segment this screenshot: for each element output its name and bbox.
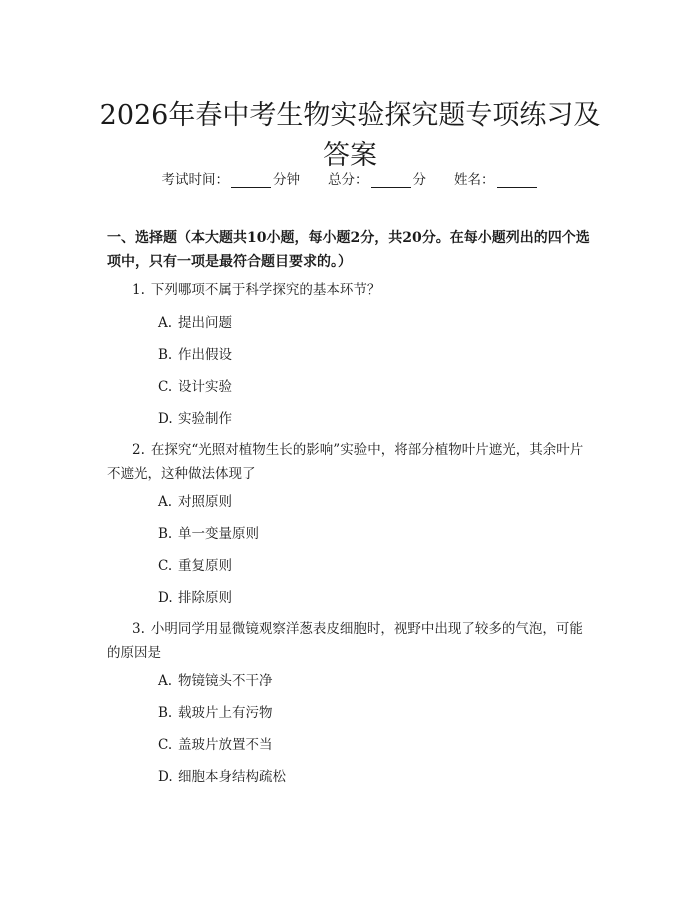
exam-time-field [162,168,301,188]
total-score-blank [371,173,411,188]
page-title: 2026年春中考生物实验探究题专项练习及答案 [99,100,601,172]
option-1d [158,409,232,429]
question-1 [107,278,595,302]
option-letter: B. [158,705,173,721]
option-3a [158,671,273,691]
option-1b [158,345,232,365]
question-2 [107,438,595,486]
option-letter: B. [158,347,173,363]
option-2c [158,556,232,576]
exam-time-suffix: 分钟 [273,172,300,188]
option-text: 单一变量原则 [178,526,259,542]
question-3 [107,617,595,665]
option-1c [158,377,232,397]
total-score-label: 总分： [328,172,369,188]
option-text: 作出假设 [178,347,232,363]
name-blank [497,173,537,188]
option-letter: C. [158,379,173,395]
option-3b [158,703,273,723]
exam-info-row [0,168,700,188]
option-letter: A. [158,494,173,510]
option-2b [158,524,259,544]
name-field [454,168,539,188]
option-text: 细胞本身结构疏松 [178,769,286,785]
option-text: 排除原则 [178,590,232,606]
option-text: 设计实验 [178,379,232,395]
option-text: 提出问题 [178,315,232,331]
option-text: 物镜镜头不干净 [178,673,273,689]
option-letter: C. [158,558,173,574]
option-2a [158,492,232,512]
option-3c [158,735,273,755]
exam-time-label: 考试时间： [161,172,229,188]
total-score-field [328,168,426,188]
total-score-suffix: 分 [412,172,426,188]
option-letter: A. [158,315,173,331]
section-heading: 一、选择题（本大题共10小题，每小题2分，共20分。在每小题列出的四个选项中，只有一项是最符合题目要求的。） [107,230,590,270]
question-number: 3. [132,621,145,637]
question-text: 在探究“光照对植物生长的影响”实验中，将部分植物叶片遮光，其余叶片不遮光，这种做法体现了 [107,442,584,482]
name-label: 姓名： [454,172,495,188]
option-2d [158,588,232,608]
option-text: 盖玻片放置不当 [178,737,273,753]
option-text: 对照原则 [178,494,232,510]
option-letter: C. [158,737,173,753]
question-text: 小明同学用显微镜观察洋葱表皮细胞时，视野中出现了较多的气泡，可能的原因是 [107,621,583,661]
option-3d [158,767,286,787]
question-number: 1. [132,282,145,298]
question-number: 2. [132,442,145,458]
option-1a [158,313,232,333]
option-text: 载玻片上有污物 [178,705,273,721]
option-text: 重复原则 [178,558,232,574]
option-text: 实验制作 [178,411,232,427]
question-text: 下列哪项不属于科学探究的基本环节？ [150,282,381,298]
option-letter: D. [158,411,173,427]
option-letter: D. [158,769,173,785]
option-letter: D. [158,590,173,606]
option-letter: B. [158,526,173,542]
exam-time-blank [231,173,271,188]
option-letter: A. [158,673,173,689]
